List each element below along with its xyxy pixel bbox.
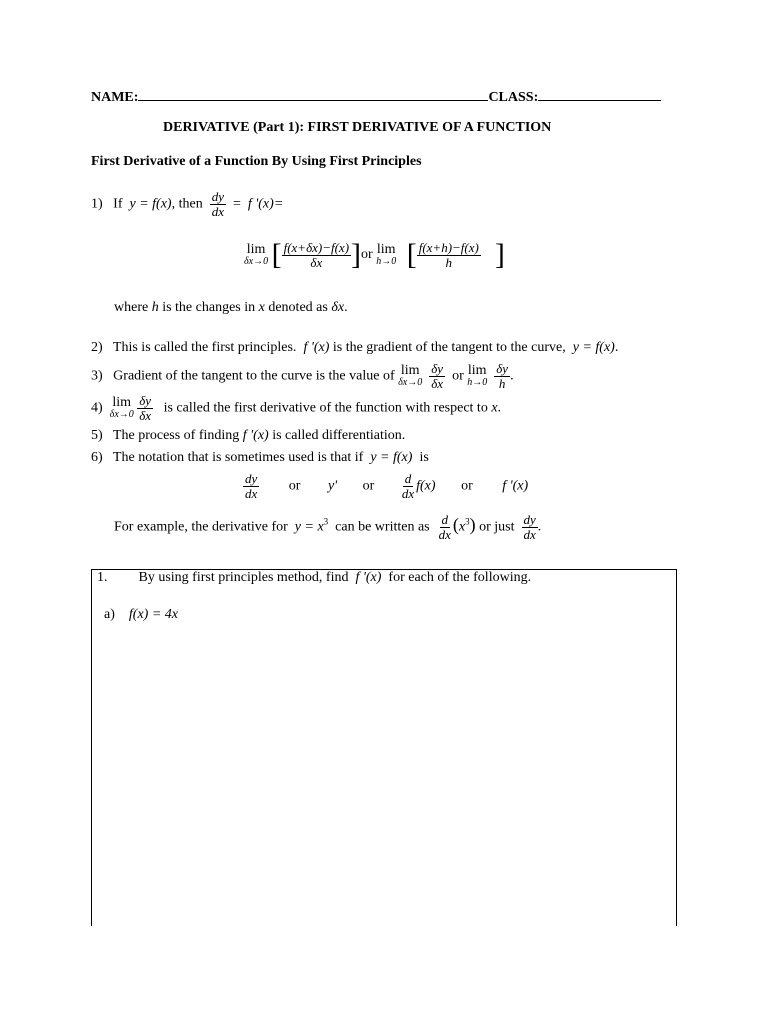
item-number: 4) — [91, 400, 103, 416]
denominator: h — [498, 375, 506, 391]
text: is called the first derivative of the function with respect to — [163, 400, 488, 416]
exponent: 3 — [465, 516, 470, 527]
limit-operator — [376, 243, 396, 267]
lim-word: lim — [376, 242, 396, 257]
equals-sign: = — [232, 196, 241, 212]
exercise-number: 1. — [97, 570, 108, 585]
text: is the gradient of the tangent to the curve, — [332, 340, 566, 355]
class-blank-line[interactable] — [538, 87, 661, 101]
exercise-part-a — [104, 607, 178, 623]
math-expression: f '(x) — [303, 340, 330, 355]
delta-fraction — [429, 362, 445, 390]
d-dx-operator — [400, 472, 416, 500]
text: where — [114, 300, 149, 315]
class-label: CLASS: — [488, 90, 539, 105]
text: . — [537, 519, 542, 535]
numerator: dy — [211, 189, 224, 204]
numerator: d — [404, 471, 412, 486]
numerator: δy — [431, 361, 444, 376]
d-dx-operator — [437, 513, 453, 541]
text: can be written as — [335, 519, 430, 535]
delta-fraction — [494, 362, 510, 390]
lim-subscript: h→0 — [376, 256, 397, 267]
example-line — [114, 513, 541, 541]
delta-fraction — [137, 394, 153, 422]
delta-x: δx — [331, 300, 345, 315]
or-text: or — [461, 478, 473, 494]
text: The notation that is sometimes used is that if — [112, 450, 364, 465]
text: . — [510, 368, 514, 384]
math-expression: y = f(x) — [370, 450, 413, 465]
exercise-box[interactable] — [91, 569, 677, 926]
dy-dx-fraction — [522, 513, 538, 541]
exercise-instruction — [97, 570, 531, 586]
text: denoted as — [268, 300, 328, 315]
math-expression: y = x — [294, 519, 324, 535]
denominator: dx — [523, 526, 536, 542]
difference-quotient — [282, 241, 351, 269]
section-heading: First Derivative of a Function By Using First Principles — [91, 154, 422, 169]
denominator: δx — [310, 254, 323, 270]
or-text: or — [361, 247, 373, 263]
part-label: a) — [104, 607, 115, 622]
numerator: f(x+h)−f(x) — [418, 239, 479, 255]
difference-quotient — [417, 241, 481, 269]
exponent: 3 — [323, 516, 329, 527]
math-expression: f '(x) — [502, 478, 529, 494]
math-expression: f(x) — [416, 478, 436, 494]
item-2 — [91, 340, 618, 356]
lim-word: lim — [112, 395, 132, 411]
denominator: h — [445, 254, 453, 270]
right-bracket: ] — [494, 238, 505, 271]
item-number: 5) — [91, 428, 103, 443]
lim-subscript: δx→0 — [109, 409, 134, 421]
denominator: dx — [401, 485, 415, 501]
math-expression: f '(x) — [355, 570, 382, 585]
item-1 — [91, 190, 283, 218]
limit-definitions — [244, 240, 505, 270]
var-x: x — [458, 519, 466, 535]
item-number: 2) — [91, 340, 103, 355]
item-6 — [91, 450, 429, 466]
denominator: dx — [211, 203, 224, 219]
numerator: d — [441, 512, 449, 527]
numerator: dy — [245, 471, 258, 486]
page-title: DERIVATIVE (Part 1): FIRST DERIVATIVE OF A FUNCTION — [163, 120, 552, 135]
lim-word: lim — [400, 363, 420, 379]
text: Gradient of the tangent to the curve is the value of — [113, 368, 395, 384]
notation-row — [243, 472, 528, 500]
lim-word: lim — [467, 363, 487, 379]
text: . — [497, 400, 502, 416]
name-blank-line[interactable] — [138, 87, 488, 101]
numerator: δy — [139, 393, 152, 408]
math-expression: f '(x)= — [247, 196, 284, 212]
text: If — [113, 196, 123, 212]
or-text: or — [452, 368, 464, 384]
denominator: dx — [245, 485, 258, 501]
paren: ) — [469, 514, 476, 535]
limit-operator — [467, 364, 487, 388]
limit-operator — [110, 396, 134, 420]
text: For example, the derivative for — [114, 519, 288, 535]
text: is — [419, 450, 429, 465]
text: or just — [479, 519, 515, 535]
paren: ( — [452, 514, 459, 535]
math-expression: y = f(x) — [572, 340, 615, 355]
numerator: δy — [496, 361, 509, 376]
item-4 — [91, 394, 501, 422]
denominator: dx — [438, 526, 451, 542]
or-text: or — [288, 478, 301, 494]
name-label: NAME: — [91, 90, 139, 105]
item-number: 6) — [91, 450, 103, 465]
text: for each of the following. — [388, 570, 532, 585]
y-prime: y' — [327, 478, 338, 494]
right-bracket: ] — [351, 238, 362, 271]
denominator: δx — [431, 375, 444, 391]
item-number: 3) — [91, 368, 103, 384]
item-number: 1) — [91, 196, 103, 212]
item-3 — [91, 362, 514, 390]
text: . — [344, 300, 348, 315]
denominator: δx — [139, 407, 152, 423]
numerator: dy — [523, 512, 536, 527]
numerator: f(x+δx)−f(x) — [283, 239, 350, 255]
dy-dx-fraction — [210, 190, 226, 218]
lim-word: lim — [246, 242, 266, 257]
var-x: x — [491, 400, 498, 416]
lim-subscript: δx→0 — [398, 377, 423, 389]
lim-subscript: h→0 — [467, 377, 488, 389]
text: . — [614, 340, 619, 355]
math-expression: f '(x) — [242, 428, 269, 443]
math-expression: y = f(x) — [129, 196, 172, 212]
limit-operator — [244, 243, 268, 267]
item-5 — [91, 428, 405, 444]
limit-operator — [398, 364, 422, 388]
name-field — [91, 87, 661, 106]
text: This is called the first principles. — [112, 340, 297, 355]
text: is the changes in — [162, 300, 256, 315]
text: By using first principles method, find — [138, 570, 349, 585]
or-text: or — [362, 478, 375, 494]
left-bracket: [ — [271, 238, 282, 271]
lim-subscript: δx→0 — [244, 256, 269, 267]
text: is called differentiation. — [272, 428, 406, 443]
text: , then — [171, 196, 203, 212]
math-expression: f(x) = 4x — [128, 607, 178, 622]
var-x: x — [258, 300, 265, 315]
where-line — [114, 300, 348, 316]
var-h: h — [151, 300, 159, 315]
text: The process of finding — [112, 428, 240, 443]
left-bracket: [ — [406, 238, 417, 271]
dy-dx-fraction — [243, 472, 259, 500]
